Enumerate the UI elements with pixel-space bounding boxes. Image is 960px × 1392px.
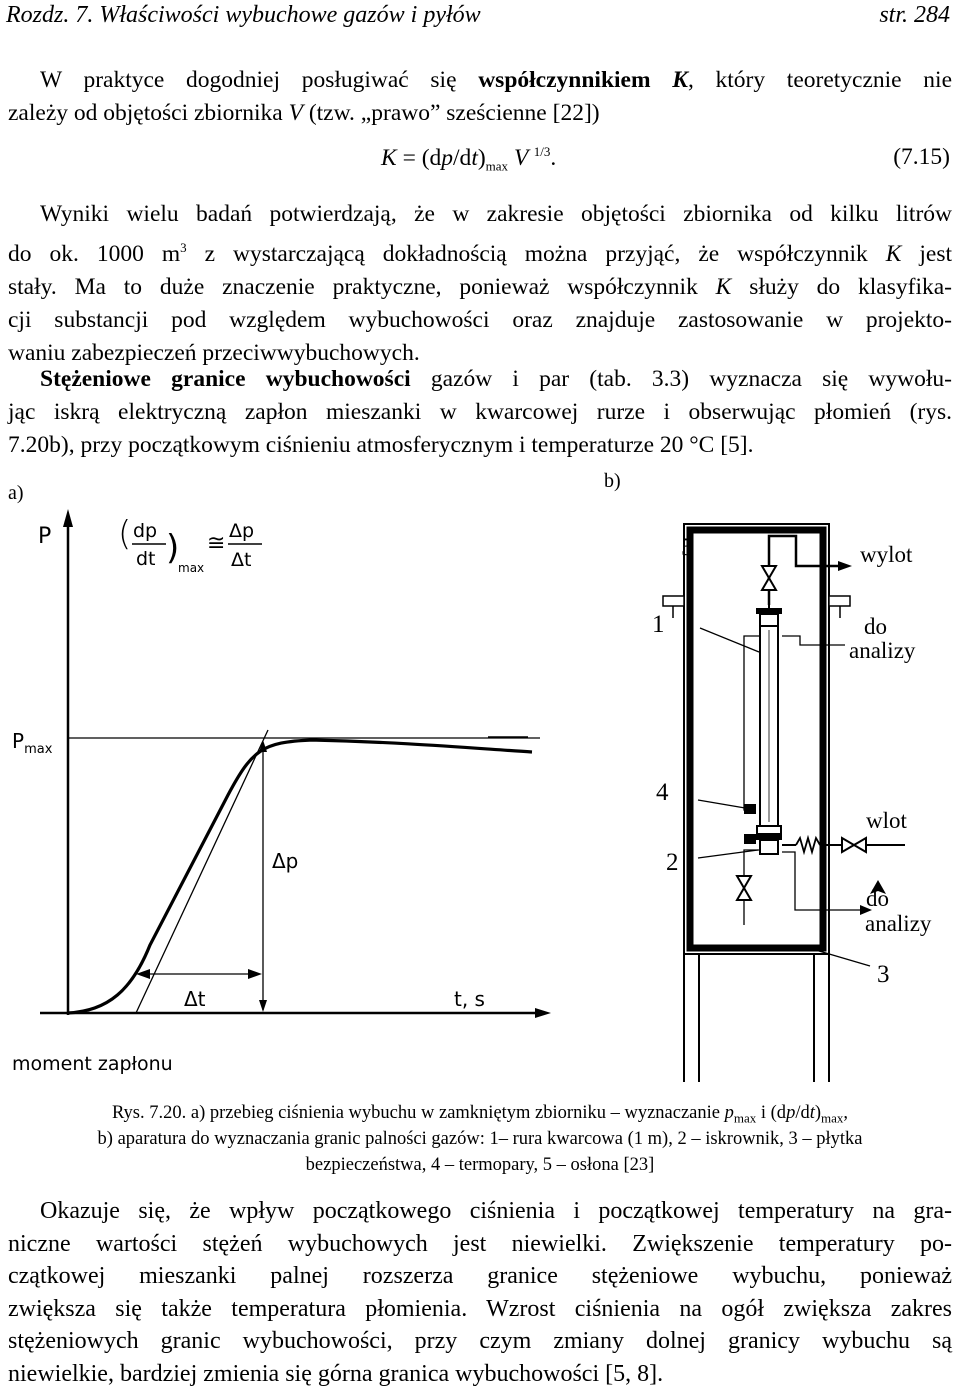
p4-line-4: zwiększa się także temperatura płomienia. Wzrost ciśnienia na ogół zwiększa zakres <box>8 1295 952 1322</box>
paragraph-2 <box>8 198 952 370</box>
leader-1 <box>700 628 759 652</box>
delta-t-arrow-right <box>248 969 262 979</box>
formula-delta-t: Δt <box>231 549 252 571</box>
inlet-valve-right <box>854 838 866 852</box>
p3-line-2: jąc iskrą elektryczną zapłon mieszanki w kwarcowej rurze i obserwując płomień (rys. <box>8 399 952 425</box>
formula-approx: ≅ <box>207 531 226 556</box>
label-5: 5 <box>681 534 694 561</box>
p1-line-1: W praktyce dogodniej posługiwać się współczynnikiem K, który teoretycznie nie <box>40 67 952 93</box>
pressure-graph <box>0 500 560 1090</box>
drain-line <box>744 850 760 925</box>
p2-line-5: waniu zabezpieczeń przeciwwybuchowych. <box>8 339 420 366</box>
equation-number: (7.15) <box>893 144 950 170</box>
label-do-1: do <box>864 614 887 639</box>
formula-dp: dp <box>133 520 158 542</box>
apparatus-diagram <box>600 500 950 1090</box>
label-do-2: do <box>866 886 889 911</box>
lower-connector <box>757 826 781 834</box>
housing-wall <box>690 530 823 948</box>
leader-4 <box>698 800 745 808</box>
time-axis-label: t, s <box>454 987 485 1011</box>
pressure-curve <box>68 740 532 1013</box>
outlet-arrow <box>838 561 852 571</box>
figure-caption-line-1: Rys. 7.20. a) przebieg ciśnienia wybuchu w zamkniętym zbiorniku – wyznaczanie $p_{max}$ i $(dp/dt)_{max}$, <box>111 1103 849 1126</box>
y-axis-arrow <box>63 509 73 527</box>
leader-3 <box>802 946 870 966</box>
label-analizy-1: analizy <box>849 638 916 663</box>
p2-line-1: Wyniki wielu badań potwierdzają, że w zakresie objętości zbiornika od kilku litrów <box>40 201 952 227</box>
p2-line-4: cji substancji pod względem wybuchowości oraz znajduje zastosowanie w projekto- <box>8 306 952 333</box>
figure-caption-line-3: bezpieczeństwa, 4 – termopary, 5 – osłona [23] <box>305 1155 655 1175</box>
label-wlot: wlot <box>866 808 907 833</box>
p2-line-3: stały. Ma to duże znaczenie praktyczne, ponieważ współczynnik K służy do klasyfika- <box>8 273 952 300</box>
p2-line-2: do ok. 1000 $m^3$ z wystarczającą dokładnością można przyjąć, że współczynnik K jest <box>8 240 953 267</box>
figure-caption-line-2: b) aparatura do wyznaczania granic palności gazów: 1– rura kwarcowa (1 m), 2 – iskrownik, 3 – płytka <box>97 1129 863 1149</box>
y-axis-label: P <box>38 524 52 549</box>
label-1: 1 <box>652 611 665 638</box>
p3-line-1: Stężeniowe granice wybuchowości gazów i par (tab. 3.3) wyznacza się wywołu- <box>40 366 952 392</box>
label-4: 4 <box>656 779 669 806</box>
running-header-chapter: Rozdz. 7. Właściwości wybuchowe gazów i pyłów <box>6 2 481 28</box>
figure-label-a: a) <box>8 482 24 504</box>
drain-valve-lower <box>737 888 751 900</box>
leader-2 <box>698 850 758 858</box>
label-analizy-2: analizy <box>865 911 932 936</box>
igniter-housing <box>760 840 778 854</box>
outlet-pipe <box>769 536 845 605</box>
label-wylot: wylot <box>860 542 913 567</box>
ignition-label: moment zapłonu <box>12 1053 173 1075</box>
p4-line-1: Okazuje się, że wpływ początkowego ciśnienia i początkowej temperatury na gra- <box>40 1198 952 1224</box>
delta-p-arrow-down <box>259 1000 267 1012</box>
paragraph-4 <box>8 1195 952 1390</box>
label-3: 3 <box>877 961 890 988</box>
formula-delta-p: Δp <box>229 520 255 542</box>
p4-line-2: niczne wartości stężeń wybuchowych jest niewielki. Zwiększenie temperatury po- <box>8 1230 952 1257</box>
flange-right <box>829 596 850 606</box>
housing-outline <box>684 524 829 954</box>
p4-line-5: stężeniowych granic wybuchowości, przy czym zmiany dolnej granicy wybuchu są <box>8 1328 952 1354</box>
label-2: 2 <box>666 849 679 876</box>
x-axis-arrow <box>535 1008 551 1018</box>
top-fitting <box>760 614 778 626</box>
formula-dt: dt <box>136 548 156 570</box>
page-number: str. 284 <box>879 2 950 28</box>
thermocouple-1 <box>744 804 756 814</box>
paragraph-3 <box>8 363 952 462</box>
formula-max: max <box>178 561 205 575</box>
flange-left <box>663 596 684 606</box>
p1-line-2: zależy od objętości zbiornika V (tzw. „prawo” sześcienne [22]) <box>8 100 600 126</box>
top-valve-lower <box>762 578 776 590</box>
paragraph-1 <box>8 64 952 130</box>
sampling-line <box>744 636 760 810</box>
formula-paren-close: ) <box>166 528 180 568</box>
p4-line-6: niewielkie, bardziej zmienia się górna granica wybuchowości [5, 8]. <box>8 1360 664 1387</box>
equation-7-15: $K = (dp/dt)_{max}$ V $^{1/3}$. <box>381 144 557 174</box>
figure-label-b: b) <box>604 470 621 492</box>
delta-t-label: Δt <box>184 987 206 1011</box>
igniter-coil <box>796 838 820 852</box>
thermocouple-2 <box>744 834 756 844</box>
p4-line-3: czątkowej mieszanki palnej rozszerza granice stężeniowe wybuchu, ponieważ <box>8 1263 952 1289</box>
formula-paren-open: ( <box>118 514 132 554</box>
analysis-line-top <box>782 636 845 645</box>
delta-p-label: Δp <box>272 849 299 873</box>
p3-line-3: 7.20b), przy początkowym ciśnieniu atmosferycznym i temperaturze 20 °C [5]. <box>8 432 754 458</box>
pmax-label: $P_{max}$ <box>12 729 53 757</box>
